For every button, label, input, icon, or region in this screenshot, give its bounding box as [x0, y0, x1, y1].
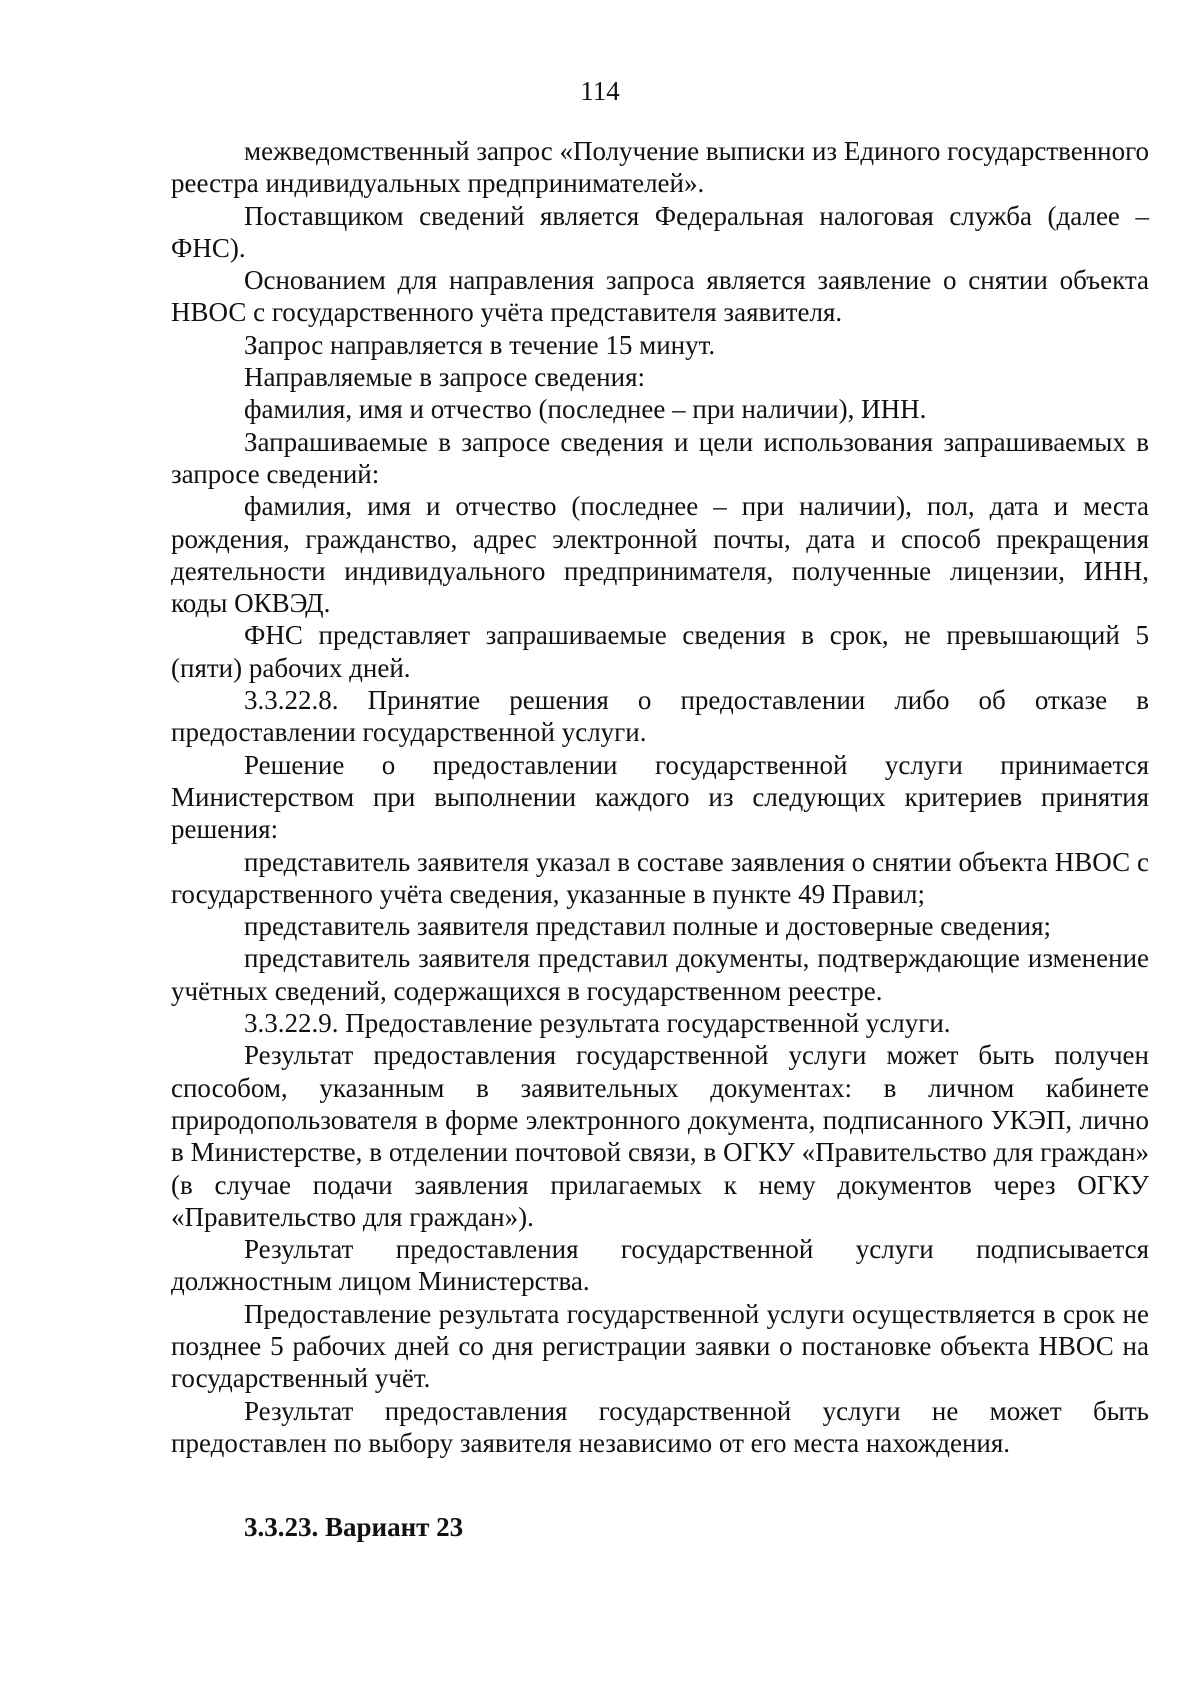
- paragraph: представитель заявителя представил документы, подтверждающие изменение учётных сведений, содержащихся в государственном реестре.: [171, 943, 1149, 1006]
- paragraph: фамилия, имя и отчество (последнее – при наличии), ИНН.: [244, 394, 927, 425]
- paragraph: Направляемые в запросе сведения:: [244, 362, 645, 393]
- paragraph: межведомственный запрос «Получение выписки из Единого государственного реестра индивидуальных предпринимателей».: [171, 136, 1149, 199]
- section-heading: 3.3.23. Вариант 23: [244, 1512, 464, 1543]
- paragraph: Поставщиком сведений является Федеральная налоговая служба (далее – ФНС).: [171, 200, 1149, 263]
- paragraph: Результат предоставления государственной услуги не может быть предоставлен по выбору заявителя независимо от его места нахождения.: [171, 1395, 1149, 1458]
- paragraph: Результат предоставления государственной услуги может быть получен способом, указанным в заявительных документах: в личном кабинете природопользователя в форме электронного документа, подписанного УКЭП, лично в Министерстве, в отделении почтовой связи, в ОГКУ «Правительство для граждан» (в случае подачи заявления прилагаемых к нему документов через ОГКУ «Правительство для граждан»).: [171, 1040, 1149, 1232]
- paragraph: представитель заявителя представил полные и достоверные сведения;: [244, 911, 1052, 942]
- paragraph: Предоставление результата государственной услуги осуществляется в срок не позднее 5 рабочих дней со дня регистрации заявки о постановке объекта НВОС на государственный учёт.: [171, 1298, 1149, 1394]
- paragraph: 3.3.22.9. Предоставление результата государственной услуги.: [244, 1008, 951, 1039]
- paragraph: ФНС представляет запрашиваемые сведения в срок, не превышающий 5 (пяти) рабочих дней.: [171, 620, 1149, 683]
- paragraph: 3.3.22.8. Принятие решения о предоставлении либо об отказе в предоставлении государственной услуги.: [171, 685, 1149, 748]
- paragraph: представитель заявителя указал в составе заявления о снятии объекта НВОС с государственного учёта сведения, указанные в пункте 49 Правил;: [171, 846, 1149, 909]
- paragraph: Решение о предоставлении государственной услуги принимается Министерством при выполнении каждого из следующих критериев принятия решения:: [171, 749, 1149, 845]
- document-body: [171, 135, 1149, 1543]
- paragraph: Запрос направляется в течение 15 минут.: [244, 329, 716, 360]
- paragraph: Результат предоставления государственной услуги подписывается должностным лицом Министерства.: [171, 1234, 1149, 1297]
- paragraph: Запрашиваемые в запросе сведения и цели использования запрашиваемых в запросе сведений:: [171, 426, 1149, 489]
- page-number: 114: [580, 76, 620, 106]
- paragraph: Основанием для направления запроса является заявление о снятии объекта НВОС с государственного учёта представителя заявителя.: [171, 265, 1149, 328]
- paragraph: фамилия, имя и отчество (последнее – при наличии), пол, дата и места рождения, гражданство, адрес электронной почты, дата и способ прекращения деятельности индивидуального предпринимателя, полученные лицензии, ИНН, коды ОКВЭД.: [171, 491, 1149, 619]
